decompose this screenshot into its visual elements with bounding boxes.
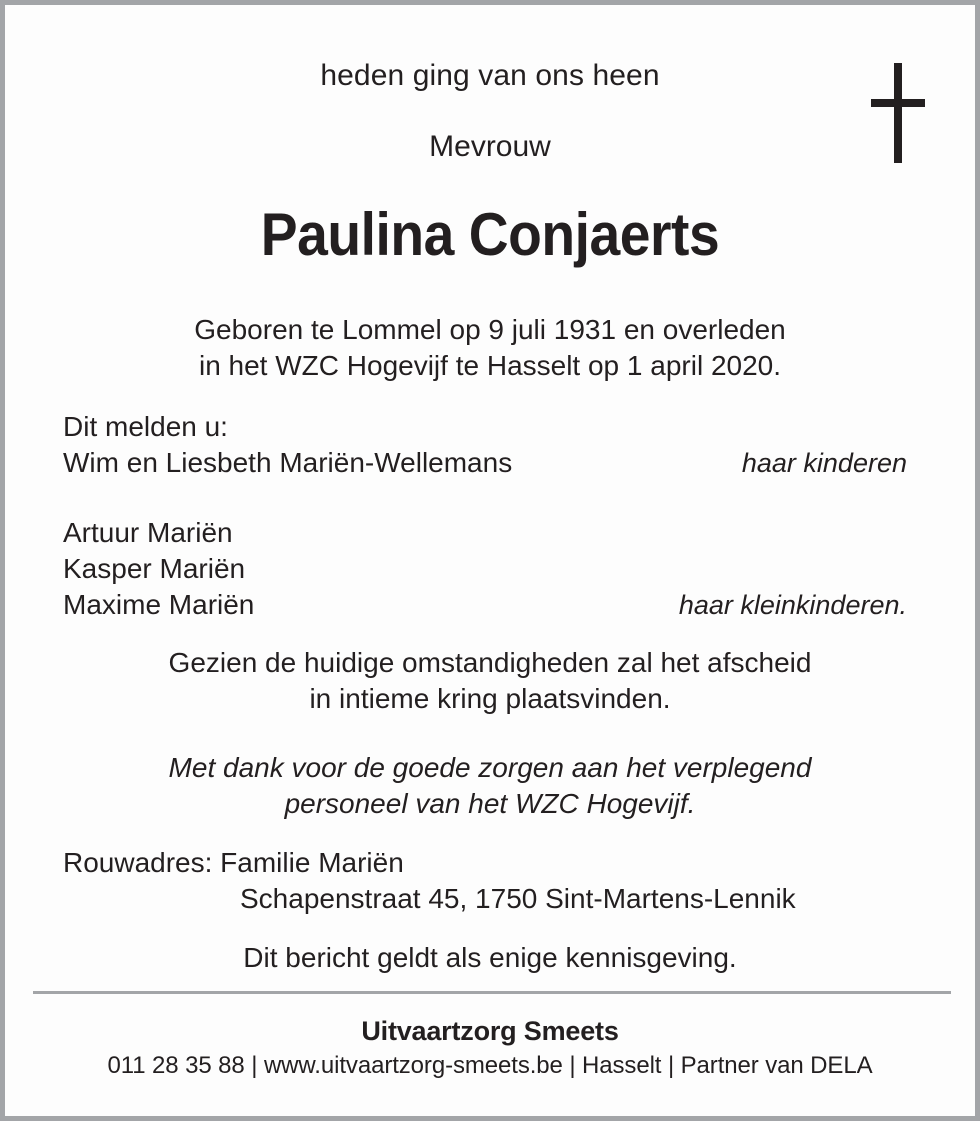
sole-notification-text: Dit bericht geldt als enige kennisgeving. — [243, 942, 737, 973]
intro-text: heden ging van ons heen — [320, 59, 660, 92]
deceased-name: Paulina Conjaerts — [260, 201, 720, 268]
cross-horizontal-bar — [871, 99, 925, 107]
thanks-note-line-1: Met dank voor de goede zorgen aan het verplegend — [168, 752, 812, 783]
mourning-address-label: Rouwadres: Familie Mariën — [63, 847, 404, 878]
grandchild-name: Kasper Mariën — [63, 553, 246, 584]
grandchildren-relation-label: haar kleinkinderen. — [678, 590, 907, 620]
family-child-names: Wim en Liesbeth Mariën-Wellemans — [63, 447, 513, 478]
birth-death-line-1: Geboren te Lommel op 9 juli 1931 en overleden — [194, 314, 786, 345]
children-relation-label: haar kinderen — [741, 448, 907, 478]
funeral-home-contact: 011 28 35 88 | www.uitvaartzorg-smeets.be | Hasselt | Partner van DELA — [107, 1052, 873, 1079]
ceremony-notice-line-1: Gezien de huidige omstandigheden zal het afscheid — [168, 647, 812, 678]
grandchild-name: Artuur Mariën — [63, 517, 233, 548]
salutation-text: Mevrouw — [429, 130, 551, 163]
funeral-home-name: Uitvaartzorg Smeets — [361, 1016, 619, 1046]
thanks-note-line-2: personeel van het WZC Hogevijf. — [284, 788, 696, 819]
mourning-address-street: Schapenstraat 45, 1750 Sint-Martens-Lennik — [240, 883, 796, 914]
announced-by-label: Dit melden u: — [63, 411, 228, 442]
birth-death-line-2: in het WZC Hogevijf te Hasselt op 1 april 2020. — [198, 350, 782, 381]
grandchild-name: Maxime Mariën — [63, 589, 255, 620]
footer-divider — [33, 991, 951, 994]
ceremony-notice-line-2: in intieme kring plaatsvinden. — [309, 683, 671, 714]
